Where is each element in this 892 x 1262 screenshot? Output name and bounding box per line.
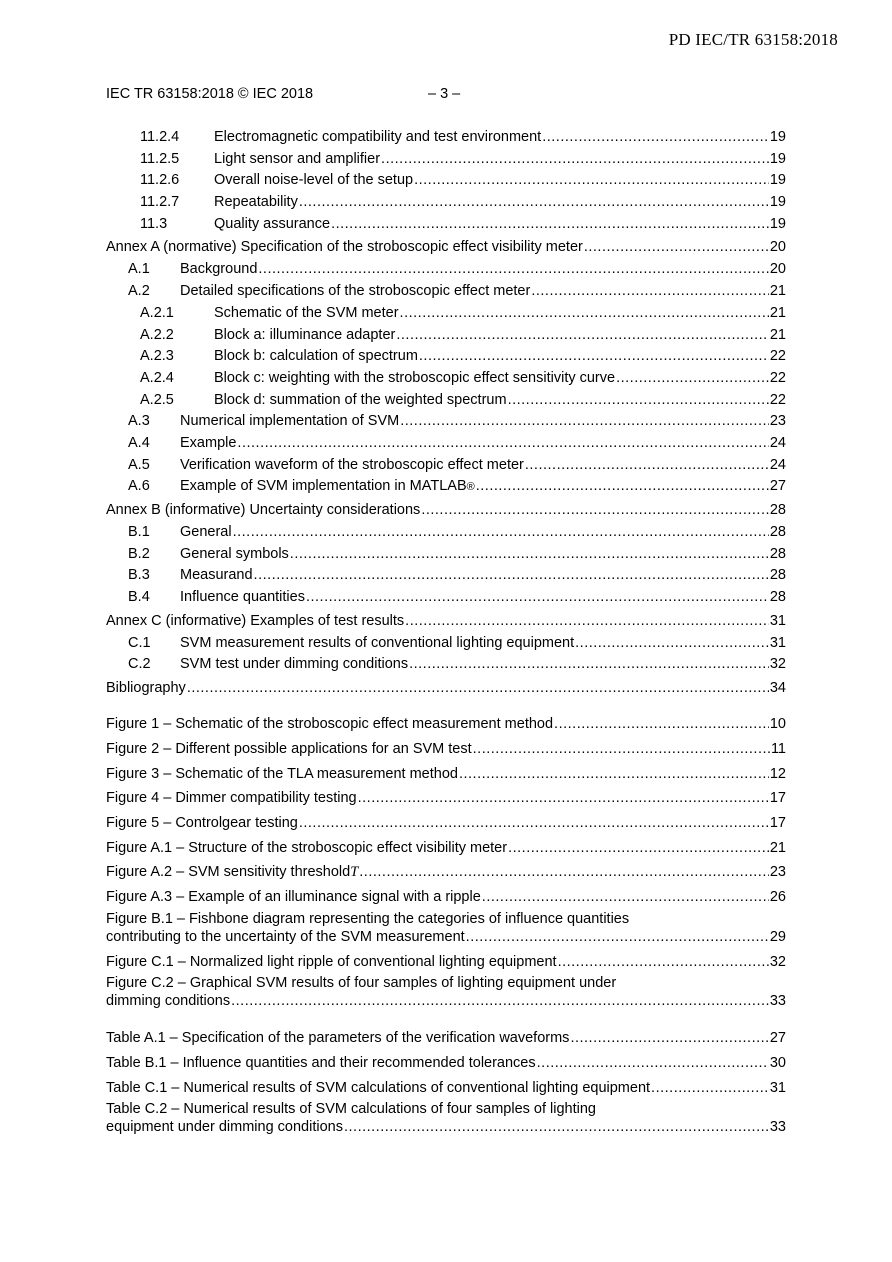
- toc-entry[interactable]: [106, 303, 786, 325]
- toc-entry[interactable]: [106, 587, 786, 609]
- figure-entry-page: 23: [769, 864, 786, 881]
- table-entry-title: Table C.1 – Numerical results of SVM calculations of conventional lighting equipment: [106, 1079, 651, 1096]
- toc-entry-number: A.2: [128, 283, 150, 300]
- figure-entry[interactable]: [106, 860, 786, 885]
- toc-entry-number: A.2.4: [140, 369, 174, 386]
- figure-entry-title: Figure 3 – Schematic of the TLA measurement method: [106, 765, 458, 782]
- toc-entry[interactable]: [106, 654, 786, 676]
- toc-entry-title: General: [180, 524, 232, 540]
- toc-entry-page: 19: [769, 194, 786, 211]
- list-of-figures: [106, 712, 786, 1010]
- figure-entry-line2: [106, 928, 786, 946]
- table-entry-title: Table A.1 – Specification of the parameters of the verification waveforms: [106, 1030, 570, 1047]
- toc-entry-title: Annex A (normative) Specification of the stroboscopic effect visibility meter: [106, 239, 583, 256]
- figure-entry[interactable]: [106, 786, 786, 811]
- figure-entry-title: Figure 5 – Controlgear testing: [106, 814, 298, 831]
- dot-leader: [405, 609, 769, 633]
- dot-leader: [570, 1026, 768, 1051]
- toc-entry-page: 34: [769, 680, 786, 697]
- figure-entry-title: Figure 2 – Different possible applications for an SVM test: [106, 740, 472, 757]
- table-entry-page: 33: [769, 1119, 786, 1136]
- dot-leader: [554, 712, 769, 737]
- figure-entry-line2: [106, 992, 786, 1010]
- toc-entry[interactable]: [106, 259, 786, 281]
- symbol-t: T: [350, 864, 359, 881]
- toc-entry[interactable]: [106, 433, 786, 455]
- toc-entry[interactable]: A.6 Example of SVM implementation in MATLAB ® ..... 27: [106, 476, 786, 498]
- dot-leader: [237, 433, 768, 455]
- table-entry-page: 27: [769, 1030, 786, 1047]
- figure-entry-title-continued: contributing to the uncertainty of the SVM measurement: [106, 928, 465, 945]
- toc-entry-page: 19: [769, 150, 786, 167]
- dot-leader: [414, 170, 769, 192]
- toc-entry-number: B.2: [128, 545, 150, 562]
- figure-entry[interactable]: [106, 811, 786, 836]
- toc-entry-number: B.4: [128, 589, 150, 606]
- dot-leader: [542, 127, 769, 149]
- table-entry[interactable]: [106, 1026, 786, 1051]
- toc-entry-title: Block c: weighting with the stroboscopic effect sensitivity curve: [214, 369, 616, 386]
- dot-leader: [400, 303, 769, 325]
- figure-entry-page: 21: [769, 839, 786, 856]
- toc-entry[interactable]: [106, 633, 786, 655]
- table-entry-title-continued: equipment under dimming conditions: [106, 1119, 343, 1136]
- toc-entry-page: 19: [769, 172, 786, 189]
- toc-entry-number: 11.2.5: [140, 150, 180, 167]
- toc-entry-number: A.5: [128, 456, 150, 473]
- figure-entry-title-continued: dimming conditions: [106, 993, 231, 1010]
- dot-leader: [299, 811, 769, 836]
- dot-leader: [258, 259, 768, 281]
- toc-entry-page: 23: [769, 413, 786, 430]
- toc-entry-number: C.2: [128, 656, 151, 673]
- toc-entry-page: 19: [769, 129, 786, 145]
- figure-entry-page: 11: [770, 740, 786, 757]
- toc-entry-title: Detailed specifications of the stroboscopic effect meter: [180, 283, 531, 300]
- dot-leader: [584, 235, 769, 259]
- toc-entry-number: A.4: [128, 434, 150, 451]
- toc-entry[interactable]: [106, 127, 786, 149]
- toc-entry[interactable]: [106, 411, 786, 433]
- table-entry-page: 30: [769, 1055, 786, 1071]
- dot-leader: [231, 992, 769, 1010]
- toc-entry-title: Verification waveform of the stroboscopic effect meter: [180, 456, 524, 473]
- toc-entry-page: 32: [769, 656, 786, 673]
- toc-entry-title: Influence quantities: [180, 589, 305, 606]
- toc-entry-page: 28: [769, 567, 786, 584]
- figure-entry[interactable]: [106, 950, 786, 975]
- dot-leader: [400, 411, 769, 433]
- figure-entry-title: Figure A.1 – Structure of the stroboscopic effect visibility meter: [106, 839, 508, 856]
- dot-leader: [466, 928, 769, 946]
- figure-entry-page: 17: [769, 814, 786, 831]
- toc-entry-title: Repeatability: [214, 194, 298, 211]
- toc-entry-page: 22: [769, 369, 786, 386]
- toc-entry[interactable]: [106, 676, 786, 700]
- toc-entry-title: General symbols: [180, 545, 289, 562]
- toc-entry-page: 22: [769, 391, 786, 408]
- section-gap: [106, 700, 786, 712]
- toc-entry-page: 28: [769, 545, 786, 562]
- toc-entry[interactable]: [106, 325, 786, 347]
- dot-leader: [358, 786, 769, 811]
- table-entry-title: Table B.1 – Influence quantities and their recommended tolerances: [106, 1055, 536, 1071]
- toc-entry[interactable]: [106, 609, 786, 633]
- section-gap: [106, 1014, 786, 1026]
- toc-entry-number: C.1: [128, 634, 151, 651]
- toc-entry-title: Numerical implementation of SVM: [180, 413, 400, 430]
- toc-entry-title: SVM test under dimming conditions: [180, 656, 409, 673]
- dot-leader: [299, 192, 769, 214]
- toc-entry-number: B.1: [128, 524, 150, 540]
- dot-leader: [558, 950, 769, 975]
- page-header-left: IEC TR 63158:2018 © IEC 2018: [106, 86, 314, 102]
- toc-entry-page: 22: [769, 348, 786, 365]
- toc-entry-page: 20: [769, 261, 786, 278]
- toc-entry[interactable]: [106, 498, 786, 522]
- toc-entry-title: Example of SVM implementation in MATLAB: [180, 478, 467, 495]
- dot-leader: [359, 860, 769, 885]
- table-of-contents: [106, 127, 786, 1140]
- dot-leader: [233, 522, 769, 544]
- toc-entry-page: 24: [769, 456, 786, 473]
- table-entry[interactable]: [106, 1051, 786, 1076]
- toc-entry-number: A.2.5: [140, 391, 174, 408]
- dot-leader: [396, 325, 769, 347]
- figure-entry-page: 29: [769, 928, 786, 945]
- toc-entry-page: 31: [769, 612, 786, 629]
- toc-entry-title: Measurand: [180, 567, 253, 584]
- toc-entry-title: Bibliography: [106, 680, 186, 697]
- table-entry-page: 31: [769, 1079, 786, 1096]
- toc-entry-number: A.2.3: [140, 348, 174, 365]
- figure-entry[interactable]: [106, 737, 786, 762]
- figure-entry-page: 10: [769, 716, 786, 733]
- table-entry[interactable]: [106, 1076, 786, 1101]
- figure-entry[interactable]: [106, 974, 786, 1010]
- toc-entry-number: A.6: [128, 478, 150, 495]
- dot-leader: [381, 149, 769, 171]
- toc-entry-page: 28: [769, 524, 786, 540]
- dot-leader: [187, 676, 769, 700]
- toc-entry-page: 21: [769, 326, 786, 343]
- toc-entry-page: 24: [769, 434, 786, 451]
- toc-entry-title: Schematic of the SVM meter: [214, 304, 399, 321]
- figure-entry-title: Figure 4 – Dimmer compatibility testing: [106, 790, 357, 807]
- toc-entry-number: A.3: [128, 413, 150, 430]
- toc-entry-title: Light sensor and amplifier: [214, 150, 381, 167]
- toc-entry-title: Background: [180, 261, 258, 278]
- figure-entry-title: Figure B.1 – Fishbone diagram representing the categories of influence quantities: [106, 910, 630, 927]
- figure-entry-title: Figure C.2 – Graphical SVM results of four samples of lighting equipment under: [106, 975, 617, 992]
- dot-leader: [459, 762, 769, 787]
- toc-entry[interactable]: [106, 170, 786, 192]
- toc-entry-page: 20: [769, 239, 786, 256]
- toc-entry-title: Electromagnetic compatibility and test environment: [214, 129, 542, 145]
- toc-entry-title: Block a: illuminance adapter: [214, 326, 396, 343]
- list-of-tables: [106, 1026, 786, 1136]
- page-number: – 3 –: [428, 86, 461, 102]
- toc-entry-title: Block d: summation of the weighted spectrum: [214, 391, 507, 408]
- toc-entry[interactable]: [106, 149, 786, 171]
- figure-entry-title: Figure A.3 – Example of an illuminance signal with a ripple: [106, 888, 481, 905]
- dot-leader: [331, 214, 769, 236]
- table-entry[interactable]: [106, 1100, 786, 1136]
- dot-leader: [616, 368, 769, 390]
- toc-entry[interactable]: [106, 235, 786, 259]
- figure-entry-page: 32: [769, 953, 786, 970]
- toc-entry-title: Block b: calculation of spectrum: [214, 348, 418, 365]
- dot-leader: [525, 455, 769, 477]
- toc-entry[interactable]: [106, 565, 786, 587]
- dot-leader: [290, 544, 769, 566]
- toc-entry-number: A.2.2: [140, 326, 174, 343]
- dot-leader: [531, 281, 769, 303]
- dot-leader: [344, 1118, 769, 1136]
- toc-entry-number: 11.2.4: [140, 129, 180, 145]
- figure-entry-page: 12: [769, 765, 786, 782]
- dot-leader: [651, 1076, 769, 1101]
- toc-entry[interactable]: [106, 214, 786, 236]
- document-id: PD IEC/TR 63158:2018: [668, 30, 838, 49]
- toc-entries: [106, 127, 786, 700]
- figure-entry-page: 26: [769, 888, 786, 905]
- toc-entry-title: Annex C (informative) Examples of test results: [106, 612, 405, 629]
- toc-entry-page: 31: [769, 634, 786, 651]
- toc-entry-title: Overall noise-level of the setup: [214, 172, 414, 189]
- dot-leader: [473, 737, 770, 762]
- table-entry-title: Table C.2 – Numerical results of SVM calculations of four samples of lighting: [106, 1101, 596, 1118]
- dot-leader: [254, 565, 769, 587]
- toc-entry-title: Example: [180, 434, 237, 451]
- toc-entry-page: 27: [769, 478, 786, 495]
- figure-entry[interactable]: [106, 712, 786, 737]
- toc-entry-number: 11.3: [140, 215, 168, 232]
- dot-leader: [419, 346, 769, 368]
- toc-entry[interactable]: [106, 192, 786, 214]
- dot-leader: [575, 633, 769, 655]
- dot-leader: [508, 390, 769, 412]
- figure-entry[interactable]: [106, 762, 786, 787]
- figure-entry[interactable]: [106, 836, 786, 861]
- toc-entry[interactable]: [106, 281, 786, 303]
- toc-entry[interactable]: [106, 346, 786, 368]
- toc-entry-page: 21: [769, 283, 786, 300]
- toc-entry[interactable]: [106, 455, 786, 477]
- figure-entry-title: Figure A.2 – SVM sensitivity threshold: [106, 864, 351, 881]
- toc-entry-title: Quality assurance: [214, 215, 331, 232]
- figure-entry-page: 33: [769, 993, 786, 1010]
- figure-entry-title: Figure C.1 – Normalized light ripple of conventional lighting equipment: [106, 953, 557, 970]
- toc-entry-number: A.1: [128, 261, 150, 278]
- dot-leader: [306, 587, 769, 609]
- dot-leader: [537, 1051, 769, 1076]
- dot-leader: [409, 654, 769, 676]
- toc-entry-number: 11.2.6: [140, 172, 180, 189]
- toc-entry-page: 28: [769, 589, 786, 606]
- toc-entry-number: B.3: [128, 567, 150, 584]
- toc-entry-number: 11.2.7: [140, 194, 180, 211]
- toc-entry[interactable]: [106, 544, 786, 566]
- figure-entry-page: 17: [769, 790, 786, 807]
- dot-leader: [421, 498, 769, 522]
- table-entry-line2: [106, 1118, 786, 1136]
- toc-entry-title: SVM measurement results of conventional lighting equipment: [180, 634, 575, 651]
- toc-entry[interactable]: [106, 390, 786, 412]
- figure-entry[interactable]: [106, 885, 786, 910]
- dot-leader: [482, 885, 769, 910]
- figure-entry[interactable]: [106, 910, 786, 946]
- toc-entry-number: A.2.1: [140, 304, 174, 321]
- dot-leader: [476, 476, 769, 498]
- toc-entry-page: 21: [769, 304, 786, 321]
- figure-entry-title: Figure 1 – Schematic of the stroboscopic effect measurement method: [106, 716, 554, 733]
- dot-leader: [508, 836, 769, 861]
- toc-entry-title: Annex B (informative) Uncertainty considerations: [106, 502, 421, 518]
- toc-entry-page: 19: [769, 215, 786, 232]
- toc-entry-page: 28: [769, 502, 786, 518]
- toc-entry[interactable]: [106, 368, 786, 390]
- toc-entry[interactable]: [106, 522, 786, 544]
